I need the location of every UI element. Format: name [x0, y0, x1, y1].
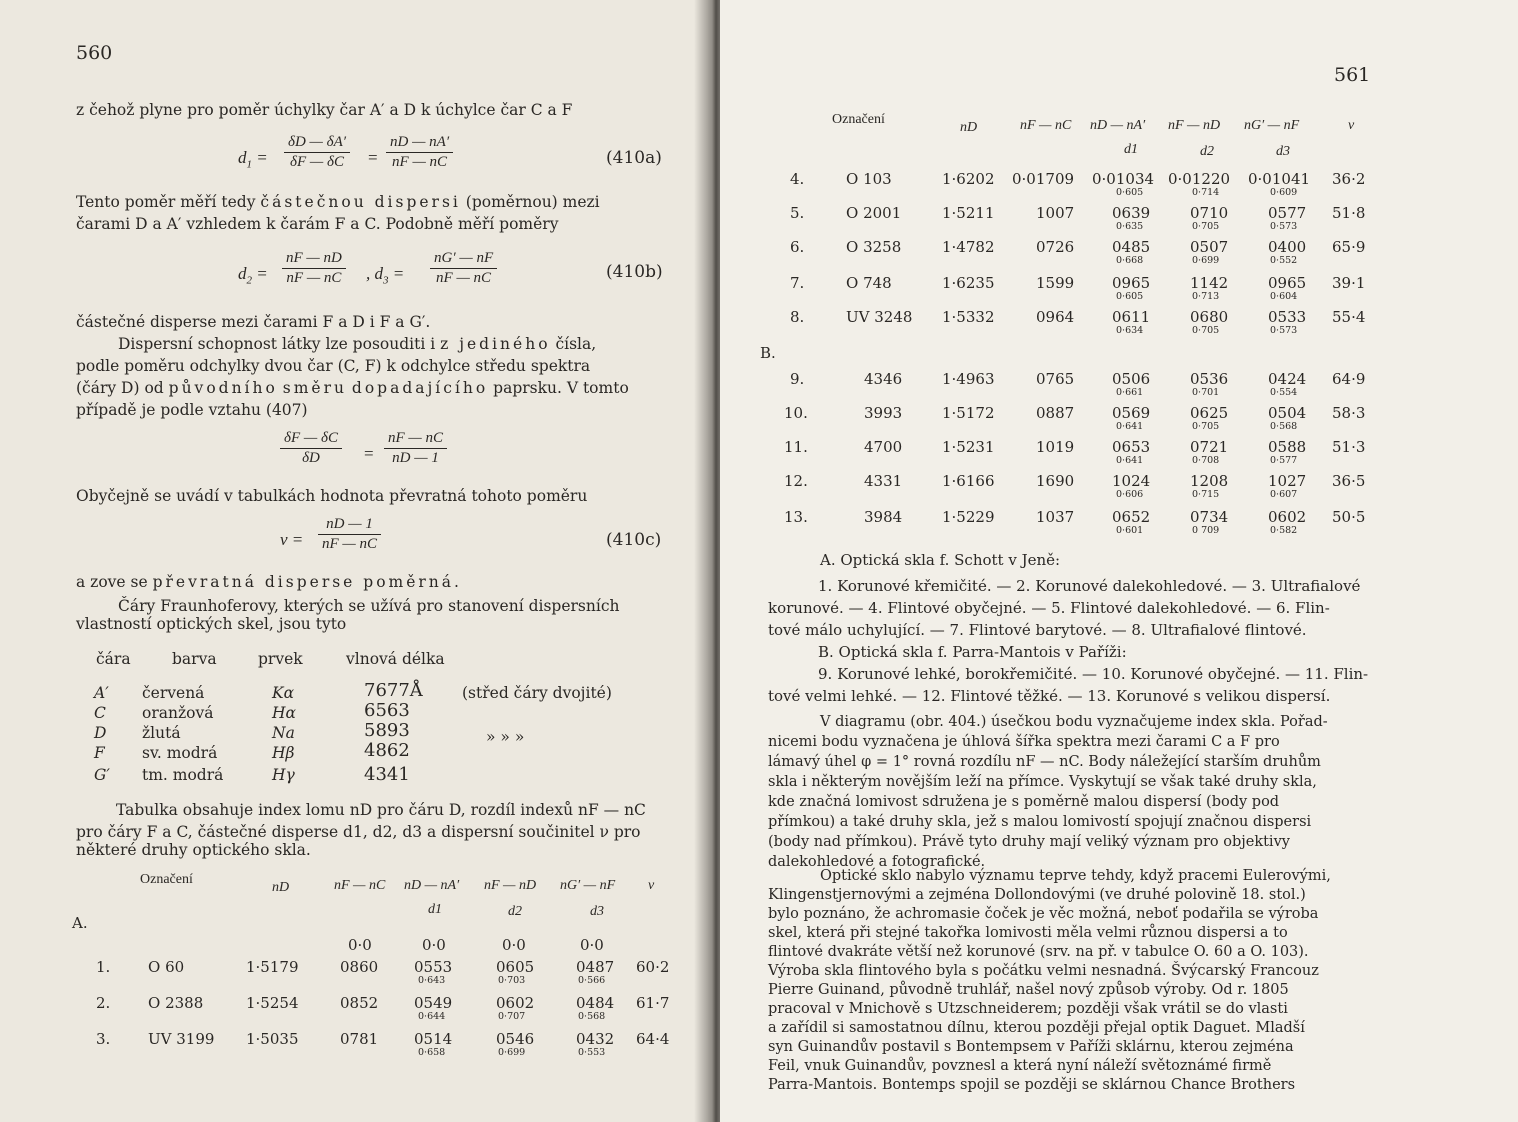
row-number: 9.	[790, 370, 805, 388]
lines-row-line: C	[94, 704, 106, 722]
zero-row-cell: 0·0	[502, 936, 526, 954]
lines-row-line: G′	[94, 766, 110, 784]
history-line: pracoval v Mnichově s Utzschneiderem; později však vrátil se do vlasti	[768, 1001, 1288, 1017]
glass-header-designation: Označení	[140, 872, 193, 887]
cell-d2-ratio: 0·705	[1192, 421, 1220, 432]
glass-header-nd: nD	[960, 120, 978, 135]
cell-d1-ratio: 0·668	[1116, 255, 1144, 266]
cell-nd: 1·5179	[246, 958, 299, 976]
cell-d3: 0588	[1268, 438, 1307, 456]
schott-line2: korunové. — 4. Flintové obyčejné. — 5. Flintové dalekohledové. — 6. Flin-	[768, 599, 1330, 617]
history-line: Klingenstjernovými a zejména Dollondovými (ve druhé polovině 18. stol.)	[768, 887, 1306, 903]
diagram-line: kde značná lomivost sdružena je s poměrně malou dispersí (body pod	[768, 794, 1280, 810]
para6-line1: Čáry Fraunhoferovy, kterých se užívá pro stanovení dispersních	[118, 597, 620, 615]
eq2-fraction-1: $\frac{nF — nD}{nF — nC}$	[282, 250, 346, 287]
cell-nf-nc: 1007	[1036, 204, 1075, 222]
glass-header-nu: ν	[1348, 118, 1355, 133]
glass-header-nu: ν	[648, 878, 655, 893]
cell-d1-ratio: 0·661	[1116, 387, 1144, 398]
history-line: a zařídil si samostatnou dílnu, kterou později přejal optik Daguet. Mladší	[768, 1020, 1305, 1036]
lines-header-wave: vlnová délka	[346, 650, 445, 668]
cell-nf-nc: 0887	[1036, 404, 1075, 422]
cell-d2: 1208	[1190, 472, 1229, 490]
glass-label: O 3258	[846, 238, 902, 256]
lines-row-element: Hγ	[272, 766, 295, 784]
history-line: Pierre Guinand, původně truhlář, našel nový způsob výroby. Od r. 1805	[768, 982, 1289, 998]
cell-nu: 64·9	[1332, 370, 1366, 388]
cell-d2-ratio: 0·705	[1192, 325, 1220, 336]
history-line: Optické sklo nabylo významu teprve tehdy, když pracemi Eulerovými,	[820, 868, 1331, 884]
cell-d3: 0424	[1268, 370, 1307, 388]
cell-nu: 36·5	[1332, 472, 1366, 490]
eq2-fraction-2: $\frac{nG' — nF}{nF — nC}$	[430, 250, 497, 287]
cell-d1: 0549	[414, 994, 453, 1012]
glass-label: 4700	[864, 438, 903, 456]
cell-d2-ratio: 0·701	[1192, 387, 1220, 398]
lines-row-wave: 6563	[364, 700, 410, 721]
cell-d3-ratio: 0·552	[1270, 255, 1298, 266]
cell-d2-ratio: 0 709	[1192, 525, 1220, 536]
cell-d1-ratio: 0·606	[1116, 489, 1144, 500]
cell-d2: 0721	[1190, 438, 1229, 456]
glass-label: O 2001	[846, 204, 902, 222]
eq3-fraction-1: $\frac{\delta F — \delta C}{\delta D}$	[280, 430, 342, 467]
lines-row-color: červená	[142, 684, 205, 702]
cell-nu: 60·2	[636, 958, 670, 976]
cell-d2: 0734	[1190, 508, 1229, 526]
glass-label: UV 3248	[846, 308, 913, 326]
cell-d3: 0484	[576, 994, 615, 1012]
cell-d3-ratio: 0·566	[578, 975, 606, 986]
glass-label: 4331	[864, 472, 903, 490]
para4: Obyčejně se uvádí v tabulkách hodnota převratná tohoto poměru	[76, 487, 588, 505]
para3-line2: podle poměru odchylky dvou čar (C, F) k odchylce středu spektra	[76, 357, 591, 375]
lines-row-element: Kα	[272, 684, 295, 702]
history-line: Parra-Mantois. Bontemps spojil se později se sklárnou Chance Brothers	[768, 1077, 1296, 1093]
lines-header-color: barva	[172, 650, 217, 668]
cell-nf-nc: 0765	[1036, 370, 1075, 388]
cell-d3-ratio: 0·554	[1270, 387, 1298, 398]
cell-d1-ratio: 0·641	[1116, 421, 1144, 432]
group-b-label: B.	[760, 344, 776, 362]
row-number: 4.	[790, 170, 805, 188]
cell-d1: 0569	[1112, 404, 1151, 422]
row-number: 5.	[790, 204, 805, 222]
diagram-line: přímkou) a také druhy skla, jež s malou lomivostí spojují značnou dispersi	[768, 814, 1312, 830]
row-number: 13.	[784, 508, 808, 526]
lines-row-element: Na	[272, 724, 295, 742]
lines-row-color: sv. modrá	[142, 744, 218, 762]
glass-header-d1: d1	[1124, 142, 1138, 157]
row-number: 1.	[96, 958, 111, 976]
eq1-fraction-n: $\frac{nD — nA'}{nF — nC}$	[386, 134, 453, 171]
cell-d3: 0504	[1268, 404, 1307, 422]
cell-d1-ratio: 0·641	[1116, 455, 1144, 466]
cell-d1: 0965	[1112, 274, 1151, 292]
cell-d2: 0625	[1190, 404, 1229, 422]
cell-nu: 51·8	[1332, 204, 1366, 222]
cell-nf-nc: 0·01709	[1012, 170, 1075, 188]
history-line: Výroba skla flintového byla s počátku velmi nesnadná. Švýcarský Francouz	[768, 963, 1319, 979]
cell-d1: 1024	[1112, 472, 1151, 490]
cell-d2: 0·01220	[1168, 170, 1231, 188]
cell-d2: 0605	[496, 958, 535, 976]
lines-row-wave: 5893	[364, 720, 410, 741]
eq4-number: (410c)	[606, 530, 662, 550]
cell-nf-nc: 0726	[1036, 238, 1075, 256]
cell-nd: 1·6166	[942, 472, 995, 490]
glass-label: UV 3199	[148, 1030, 215, 1048]
cell-d3-ratio: 0·573	[1270, 221, 1298, 232]
history-line: Feil, vnuk Guinandův, povznesl a která nyní náleží světoznámé firmě	[768, 1058, 1272, 1074]
para6-line2: vlastností optických skel, jsou tyto	[76, 615, 347, 633]
lines-row-element: Hα	[272, 704, 296, 722]
cell-d2: 0546	[496, 1030, 535, 1048]
cell-d1: 0553	[414, 958, 453, 976]
cell-nd: 1·4782	[942, 238, 995, 256]
cell-nd: 1·5231	[942, 438, 995, 456]
cell-nd: 1·5172	[942, 404, 995, 422]
para3-line1: Dispersní schopnost látky lze posouditi i z jediného čísla,	[118, 335, 597, 353]
cell-nf-nc: 0781	[340, 1030, 379, 1048]
cell-d3: 0432	[576, 1030, 615, 1048]
cell-d1-ratio: 0·635	[1116, 221, 1144, 232]
cell-nd: 1·5035	[246, 1030, 299, 1048]
cell-d2-ratio: 0·705	[1192, 221, 1220, 232]
history-line: flintové dvakráte větší než korunové (srv. na př. v tabulce O. 60 a O. 103).	[768, 944, 1309, 960]
diagram-line: lámavý úhel φ = 1° rovná rozdílu nF — nC. Body náležející starším druhům	[768, 754, 1321, 770]
para2: částečné disperse mezi čarami F a D i F a G′.	[76, 313, 431, 331]
glass-label: O 60	[148, 958, 185, 976]
cell-d1-ratio: 0·634	[1116, 325, 1144, 336]
cell-d1: 0485	[1112, 238, 1151, 256]
eq2-d2: $d_2$ =	[238, 264, 268, 287]
lines-row-wave: 4341	[364, 764, 410, 785]
diagram-line: V diagramu (obr. 404.) úsečkou bodu vyznačujeme index skla. Pořad-	[820, 714, 1328, 730]
cell-d3-ratio: 0·568	[578, 1011, 606, 1022]
glass-header-d3: d3	[590, 904, 604, 919]
cell-d3-ratio: 0·582	[1270, 525, 1298, 536]
lines-row-element: Hβ	[272, 744, 295, 762]
cell-nf-nc: 0852	[340, 994, 379, 1012]
row-number: 2.	[96, 994, 111, 1012]
cell-d2: 0680	[1190, 308, 1229, 326]
schott-title: A. Optická skla f. Schott v Jeně:	[820, 551, 1061, 569]
cell-d3-ratio: 0·604	[1270, 291, 1298, 302]
cell-nu: 55·4	[1332, 308, 1366, 326]
lines-row-color: žlutá	[142, 724, 181, 742]
glass-label: O 2388	[148, 994, 204, 1012]
cell-d2: 0536	[1190, 370, 1229, 388]
cell-nu: 51·3	[1332, 438, 1366, 456]
glass-header-nd-na: nD — nA′	[404, 878, 460, 893]
parra-line2: tové velmi lehké. — 12. Flintové těžké. — 13. Korunové s velikou dispersí.	[768, 687, 1331, 705]
glass-label: 3993	[864, 404, 903, 422]
para5: a zove se převratná disperse poměrná.	[76, 573, 462, 591]
cell-d1-ratio: 0·601	[1116, 525, 1144, 536]
glass-header-nd: nD	[272, 880, 290, 895]
eq1-equals: =	[368, 148, 378, 167]
cell-d2: 0602	[496, 994, 535, 1012]
cell-d1: 0652	[1112, 508, 1151, 526]
cell-d1-ratio: 0·644	[418, 1011, 446, 1022]
diagram-line: (body nad přímkou). Právě tyto druhy mají veliký význam pro objektivy	[768, 834, 1290, 850]
glass-header-d2: d2	[1200, 144, 1214, 159]
eq3-equals: =	[364, 444, 374, 463]
lines-row-color: tm. modrá	[142, 766, 224, 784]
schott-line1: 1. Korunové křemičité. — 2. Korunové dalekohledové. — 3. Ultrafialové	[818, 577, 1361, 595]
zero-row-cell: 0·0	[580, 936, 604, 954]
para1-line2: čarami D a A′ vzhledem k čarám F a C. Podobně měří poměry	[76, 215, 559, 233]
page-number-left: 560	[76, 42, 113, 64]
para3-line3: (čáry D) od původního směru dopadajícího paprsku. V tomto	[76, 379, 629, 397]
diagram-line: nicemi bodu vyznačena je úhlová šířka spektra mezi čarami C a F pro	[768, 734, 1280, 750]
row-number: 6.	[790, 238, 805, 256]
cell-d3: 0533	[1268, 308, 1307, 326]
cell-d1-ratio: 0·643	[418, 975, 446, 986]
lines-note-double: (střed čáry dvojité)	[462, 684, 612, 702]
cell-d2-ratio: 0·699	[498, 1047, 526, 1058]
row-number: 11.	[784, 438, 808, 456]
cell-nf-nc: 0964	[1036, 308, 1075, 326]
cell-d1: 0653	[1112, 438, 1151, 456]
cell-d1: 0611	[1112, 308, 1151, 326]
row-number: 12.	[784, 472, 808, 490]
cell-d3-ratio: 0·607	[1270, 489, 1298, 500]
row-number: 7.	[790, 274, 805, 292]
glass-header-designation: Označení	[832, 112, 885, 127]
cell-nu: 58·3	[1332, 404, 1366, 422]
glass-header-ng-nf: nG′ — nF	[1244, 118, 1300, 133]
cell-d3: 0400	[1268, 238, 1307, 256]
cell-nu: 64·4	[636, 1030, 670, 1048]
cell-nf-nc: 1019	[1036, 438, 1075, 456]
para7-line3: některé druhy optického skla.	[76, 841, 311, 859]
cell-nf-nc: 0860	[340, 958, 379, 976]
glass-header-nf-nc: nF — nC	[1020, 118, 1072, 133]
glass-header-nf-nd: nF — nD	[1168, 118, 1221, 133]
parra-title: B. Optická skla f. Parra-Mantois v Paříži:	[818, 643, 1127, 661]
cell-d1: 0514	[414, 1030, 453, 1048]
cell-d2: 0710	[1190, 204, 1229, 222]
cell-d3: 0·01041	[1248, 170, 1311, 188]
cell-nd: 1·5254	[246, 994, 299, 1012]
cell-nd: 1·5211	[942, 204, 995, 222]
cell-d3: 0965	[1268, 274, 1307, 292]
cell-d3: 1027	[1268, 472, 1307, 490]
glass-header-nf-nc: nF — nC	[334, 878, 386, 893]
cell-d3: 0602	[1268, 508, 1307, 526]
schott-line3: tové málo uchylující. — 7. Flintové barytové. — 8. Ultrafialové flintové.	[768, 621, 1307, 639]
history-line: syn Guinandův postavil s Bontempsem v Paříži sklárnu, kterou zejména	[768, 1039, 1294, 1055]
cell-d2-ratio: 0·703	[498, 975, 526, 986]
glass-header-nd-na: nD — nA′	[1090, 118, 1146, 133]
eq4-lhs: ν =	[280, 530, 304, 549]
right-page	[720, 0, 1518, 1122]
cell-d3-ratio: 0·553	[578, 1047, 606, 1058]
cell-d1: 0·01034	[1092, 170, 1155, 188]
cell-nd: 1·5332	[942, 308, 995, 326]
glass-label: O 748	[846, 274, 892, 292]
left-page	[0, 0, 708, 1122]
cell-nd: 1·5229	[942, 508, 995, 526]
cell-d2-ratio: 0·699	[1192, 255, 1220, 266]
cell-nd: 1·6202	[942, 170, 995, 188]
diagram-line: skla i některým novějším leží na přímce. Vyskytují se však také druhy skla,	[768, 774, 1317, 790]
glass-label: 3984	[864, 508, 903, 526]
lines-row-line: D	[94, 724, 107, 742]
glass-header-ng-nf: nG′ — nF	[560, 878, 616, 893]
glass-label: O 103	[846, 170, 892, 188]
cell-d3-ratio: 0·577	[1270, 455, 1298, 466]
para1-line1: Tento poměr měří tedy částečnou dispersi (poměrnou) mezi	[76, 193, 600, 211]
cell-d3: 0577	[1268, 204, 1307, 222]
diagram-line: dalekohledové a fotografické.	[768, 854, 986, 870]
row-number: 3.	[96, 1030, 111, 1048]
glass-label: 4346	[864, 370, 903, 388]
cell-d2-ratio: 0·714	[1192, 187, 1220, 198]
zero-row-cell: 0·0	[422, 936, 446, 954]
cell-nf-nc: 1037	[1036, 508, 1075, 526]
cell-nu: 65·9	[1332, 238, 1366, 256]
cell-d3-ratio: 0·609	[1270, 187, 1298, 198]
glass-header-d1: d1	[428, 902, 442, 917]
cell-d2: 0507	[1190, 238, 1229, 256]
lines-row-color: oranžová	[142, 704, 214, 722]
eq2-d3: , $d_3$ =	[366, 264, 405, 287]
intro-line: z čehož plyne pro poměr úchylky čar A′ a D k úchylce čar C a F	[76, 101, 573, 119]
lines-header-element: prvek	[258, 650, 303, 668]
lines-row-wave: 7677Å	[364, 680, 423, 701]
cell-nd: 1·6235	[942, 274, 995, 292]
cell-d2: 1142	[1190, 274, 1229, 292]
cell-nu: 61·7	[636, 994, 670, 1012]
cell-d2-ratio: 0·713	[1192, 291, 1220, 302]
eq3-fraction-2: $\frac{nF — nC}{nD — 1}$	[384, 430, 447, 467]
zero-row-cell: 0·0	[348, 936, 372, 954]
para3-line4: případě je podle vztahu (407)	[76, 401, 308, 419]
cell-d3-ratio: 0·568	[1270, 421, 1298, 432]
cell-d2-ratio: 0·715	[1192, 489, 1220, 500]
page-number-right: 561	[1334, 64, 1371, 86]
cell-d2-ratio: 0·708	[1192, 455, 1220, 466]
para7-line2: pro čáry F a C, částečné disperse d1, d2, d3 a dispersní součinitel ν pro	[76, 823, 641, 841]
eq1-number: (410a)	[606, 148, 662, 168]
row-number: 10.	[784, 404, 808, 422]
cell-d1-ratio: 0·605	[1116, 291, 1144, 302]
cell-nf-nc: 1690	[1036, 472, 1075, 490]
eq1-lhs: $d_1$ =	[238, 148, 268, 171]
cell-nu: 50·5	[1332, 508, 1366, 526]
cell-d1-ratio: 0·605	[1116, 187, 1144, 198]
group-a-label: A.	[72, 914, 88, 932]
glass-header-d3: d3	[1276, 144, 1290, 159]
lines-note-ditto: » » »	[486, 728, 525, 746]
lines-row-line: A′	[94, 684, 109, 702]
eq4-fraction: $\frac{nD — 1}{nF — nC}$	[318, 516, 381, 553]
lines-row-line: F	[94, 744, 105, 762]
parra-line1: 9. Korunové lehké, borokřemičité. — 10. Korunové obyčejné. — 11. Flin-	[818, 665, 1369, 683]
cell-d1: 0506	[1112, 370, 1151, 388]
eq2-number: (410b)	[606, 262, 663, 282]
cell-d3: 0487	[576, 958, 615, 976]
cell-d2-ratio: 0·707	[498, 1011, 526, 1022]
history-line: bylo poznáno, že achromasie čoček je věc možná, neboť podařila se výroba	[768, 906, 1319, 922]
row-number: 8.	[790, 308, 805, 326]
cell-nf-nc: 1599	[1036, 274, 1075, 292]
lines-header-line: čára	[96, 650, 131, 668]
history-line: skel, která při stejné takořka lomivosti měla velmi různou dispersi a to	[768, 925, 1288, 941]
glass-header-d2: d2	[508, 904, 522, 919]
cell-nd: 1·4963	[942, 370, 995, 388]
cell-d3-ratio: 0·573	[1270, 325, 1298, 336]
glass-header-nf-nd: nF — nD	[484, 878, 537, 893]
cell-nu: 39·1	[1332, 274, 1366, 292]
para7-line1: Tabulka obsahuje index lomu nD pro čáru D, rozdíl indexů nF — nC	[116, 801, 646, 819]
cell-nu: 36·2	[1332, 170, 1366, 188]
cell-d1: 0639	[1112, 204, 1151, 222]
eq1-fraction-delta: $\frac{\delta D — \delta A'}{\delta F — \delta C}$	[284, 134, 350, 171]
cell-d1-ratio: 0·658	[418, 1047, 446, 1058]
lines-row-wave: 4862	[364, 740, 410, 761]
